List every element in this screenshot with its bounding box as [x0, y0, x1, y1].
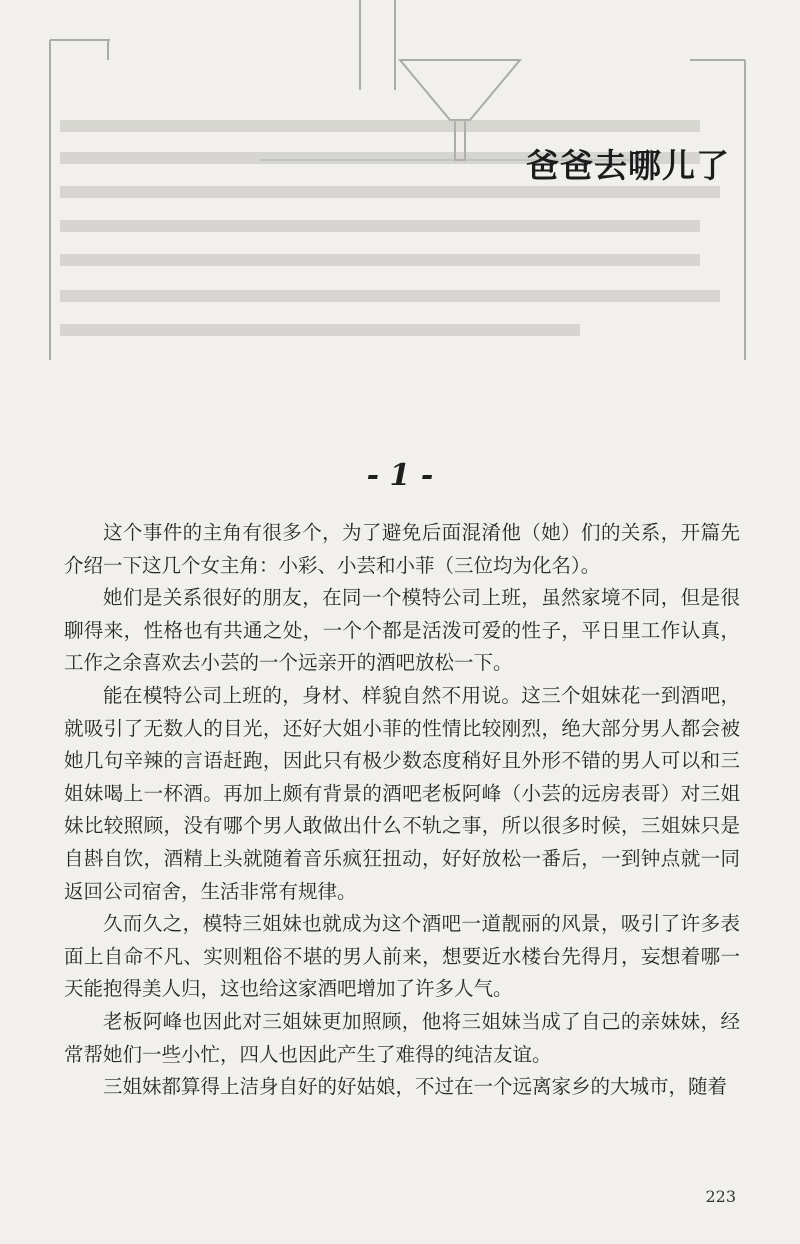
paragraph: 老板阿峰也因此对三姐妹更加照顾，他将三姐妹当成了自己的亲妹妹，经常帮她们一些小忙，四人也因此产生了难得的纯洁友谊。: [64, 1009, 740, 1066]
paragraph: 她们是关系很好的朋友，在同一个模特公司上班，虽然家境不同，但是很聊得来，性格也有共通之处，一个个都是活泼可爱的性子，平日里工作认真，工作之余喜欢去小芸的一个远亲开的酒吧放松一下。: [64, 586, 740, 675]
paragraph: 这个事件的主角有很多个，为了避免后面混淆他（她）们的关系，开篇先介绍一下这几个女主角：小彩、小芸和小菲（三位均为化名）。: [64, 521, 740, 577]
body-text: [64, 517, 740, 1104]
paragraph: 三姐妹都算得上洁身自好的好姑娘，不过在一个远离家乡的大城市，随着: [103, 1075, 728, 1099]
page-number: 223: [705, 1187, 736, 1206]
paragraph: 久而久之，模特三姐妹也就成为这个酒吧一道靓丽的风景，吸引了许多表面上自命不凡、实则粗俗不堪的男人前来，想要近水楼台先得月，妄想着哪一天能抱得美人归，这也给这家酒吧增加了许多人气。: [64, 912, 740, 1001]
chapter-title: 爸爸去哪儿了: [526, 146, 730, 185]
header-background-illustration: [0, 0, 800, 420]
section-number: - 1 -: [366, 458, 434, 493]
paragraph: 能在模特公司上班的，身材、样貌自然不用说。这三个姐妹花一到酒吧，就吸引了无数人的目光，还好大姐小菲的性情比较刚烈，绝大部分男人都会被她几句辛辣的言语赶跑，因此只有极少数态度稍好且外形不错的男人可以和三姐妹喝上一杯酒。再加上颇有背景的酒吧老板阿峰（小芸的远房表哥）对三姐妹比较照顾，没有哪个男人敢做出什么不轨之事，所以很多时候，三姐妹只是自斟自饮，酒精上头就随着音乐疯狂扭动，好好放松一番后，一到钟点就一同返回公司宿舍，生活非常有规律。: [64, 683, 740, 903]
